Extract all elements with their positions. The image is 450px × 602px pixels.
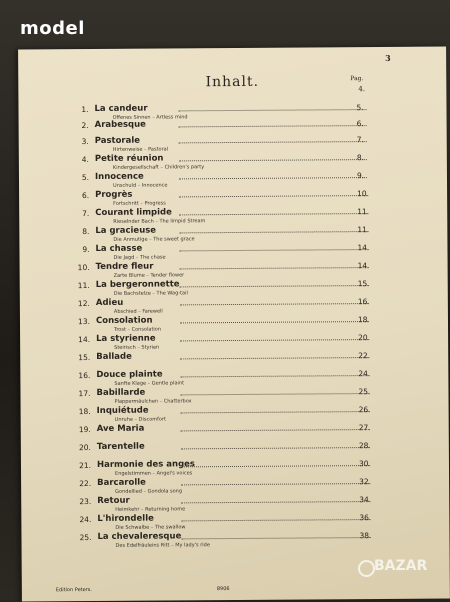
entry-title: Adieu	[95, 297, 124, 308]
entry-subtitle: Sanfte Klage – Gentle plaint	[114, 380, 185, 387]
entry-title: La chasse	[95, 243, 143, 254]
entry-title: La styrienne	[96, 333, 156, 344]
entry-title: Innocence	[94, 171, 144, 182]
entry-page: 14.	[357, 261, 370, 271]
entry-page: 25.	[358, 387, 371, 397]
dot-leader	[179, 177, 367, 179]
entry-subtitle: Die Jagd – The chase	[113, 254, 166, 261]
entry-title: La chevaleresque	[97, 531, 182, 542]
dot-leader	[179, 213, 367, 215]
entry-number: 2.	[81, 121, 89, 131]
entry-subtitle: Engelstimmen – Angel's voices	[115, 470, 193, 477]
entry-subtitle: Hirtenweise – Pastoral	[112, 146, 169, 153]
dot-leader	[181, 483, 369, 485]
entry-subtitle: Unschuld – Innocence	[113, 182, 168, 189]
entry-subtitle: Plappermäulchen – Chatterbox	[114, 398, 192, 405]
entry-number: 10.	[77, 263, 90, 273]
dot-leader	[181, 501, 369, 503]
brand-watermark: model	[20, 18, 85, 39]
entry-page: 28.	[358, 441, 371, 451]
dot-leader	[180, 339, 368, 341]
entry-subtitle: Gondellied – Gondola song	[115, 488, 183, 495]
entry-subtitle: Fortschritt – Progress	[113, 200, 166, 207]
dot-leader	[179, 109, 367, 111]
entry-page: 38.	[359, 531, 372, 541]
dot-leader	[181, 447, 369, 449]
entry-number: 21.	[79, 461, 92, 471]
entry-title: Babillarde	[96, 387, 146, 398]
contents-list	[18, 47, 450, 602]
entry-title: Tarentelle	[96, 441, 145, 452]
entry-number: 5.	[81, 173, 90, 183]
entry-subtitle: Unruhe – Discomfort	[114, 416, 167, 423]
entry-page: 15.	[357, 279, 370, 289]
entry-number: 18.	[78, 407, 91, 417]
entry-page: 34.	[359, 495, 372, 505]
entry-title: Tendre fleur	[95, 261, 154, 272]
dot-leader	[181, 537, 369, 539]
dot-leader	[180, 303, 368, 305]
entry-title: La candeur	[94, 103, 148, 114]
entry-page: 5.	[356, 103, 364, 113]
entry-title: Petite réunion	[94, 153, 164, 164]
entry-subtitle: Trost – Consolation	[114, 326, 162, 333]
entry-number: 17.	[78, 389, 91, 399]
entry-number: 6.	[81, 191, 90, 201]
entry-page: 18.	[357, 315, 370, 325]
dot-leader	[180, 321, 368, 323]
entry-subtitle: Heimkehr – Returning home	[115, 506, 186, 513]
entry-number: 15.	[78, 353, 91, 363]
entry-number: 12.	[77, 299, 90, 309]
entry-title: Pastorale	[94, 135, 141, 146]
pag-column-label: Pag.	[350, 75, 364, 83]
entry-subtitle: Offenes Sinnen – Artless mind	[112, 114, 188, 121]
entry-page: 9.	[356, 171, 365, 181]
entry-page: 16.	[357, 297, 370, 307]
dot-leader	[180, 393, 368, 395]
entry-number: 14.	[78, 335, 91, 345]
entry-subtitle: Die Anmutige – The sweet grace	[113, 236, 195, 243]
dot-leader	[179, 195, 367, 197]
entry-number: 23.	[79, 497, 92, 507]
entry-number: 3.	[81, 137, 89, 147]
entry-title: Douce plainte	[96, 369, 163, 380]
entry-subtitle: Die Bachstelze – The Wag-tail	[113, 290, 188, 297]
entry-number: 25.	[79, 533, 92, 543]
dot-leader	[180, 285, 368, 287]
sheet-music-contents-page	[18, 47, 450, 602]
entry-title: L'hirondelle	[97, 513, 154, 524]
entry-page: 7.	[356, 135, 364, 145]
entry-number: 11.	[77, 281, 90, 291]
entry-number: 9.	[82, 245, 90, 255]
entry-title: Barcarolle	[97, 477, 146, 488]
entry-page: 26.	[358, 405, 371, 415]
entry-number: 20.	[78, 443, 91, 453]
dot-leader	[179, 125, 367, 127]
entry-title: La gracieuse	[95, 225, 157, 236]
entry-page: 22.	[358, 351, 371, 361]
entry-subtitle: Steirisch – Styrien	[114, 344, 160, 351]
entry-number: 19.	[78, 425, 91, 435]
entry-page: 36.	[359, 513, 372, 523]
page-number: 3	[385, 52, 391, 63]
entry-number: 8.	[82, 227, 90, 237]
entry-page: 10.	[357, 189, 370, 199]
dot-leader	[180, 267, 368, 269]
entry-title: Retour	[97, 495, 130, 506]
corner-watermark	[374, 558, 427, 574]
plate-number: 8906	[216, 586, 230, 593]
entry-page: 32.	[359, 477, 372, 487]
entry-page: 8.	[356, 153, 365, 163]
dot-leader	[181, 519, 369, 521]
entry-subtitle: Rieselnder Bach – The limpid Stream	[113, 218, 206, 225]
entry-number: 13.	[78, 317, 91, 327]
watermark-circle-icon	[358, 560, 375, 577]
entry-number: 7.	[82, 209, 90, 219]
dot-leader	[179, 159, 367, 161]
entry-page: 20.	[358, 333, 371, 343]
corner-watermark-text: BAZAR	[374, 558, 428, 574]
entry-number: 1.	[81, 105, 89, 115]
dot-leader	[181, 429, 369, 431]
contents-entry	[21, 531, 449, 554]
entry-number: 22.	[79, 479, 92, 489]
dot-leader	[179, 249, 367, 251]
entry-page: 27.	[358, 423, 371, 433]
entry-title: Inquiétude	[96, 405, 149, 416]
dot-leader	[179, 231, 367, 233]
entry-subtitle: Des Edelfräuleins Ritt – My lady's ride	[115, 542, 210, 549]
dot-leader	[180, 375, 368, 377]
entry-subtitle: Abschied – Farewell	[113, 308, 163, 315]
intro-page-ref: 4.	[358, 85, 366, 94]
dot-leader	[181, 411, 369, 413]
entry-title: Ave Maria	[96, 423, 145, 434]
entry-page: 6.	[356, 119, 364, 129]
entry-title: Ballade	[96, 351, 132, 362]
publisher-label: Edition Peters.	[55, 586, 92, 594]
dot-leader	[179, 141, 367, 143]
entry-title: Consolation	[95, 315, 153, 326]
entry-number: 4.	[81, 155, 89, 165]
entry-page: 14.	[357, 243, 370, 253]
entry-title: La bergeronnette	[95, 279, 180, 290]
entry-page: 30.	[358, 459, 371, 469]
entry-title: Courant limpide	[95, 207, 172, 218]
entry-subtitle: Kindergesellschaft – Children's party	[112, 164, 205, 171]
dot-leader	[180, 357, 368, 359]
entry-page: 11.	[357, 225, 370, 235]
dot-leader	[181, 465, 369, 467]
entry-subtitle: Die Schwalbe – The swallow	[115, 524, 186, 531]
entry-page: 11.	[357, 207, 370, 217]
page-title: Inhalt.	[205, 73, 260, 91]
entry-number: 16.	[78, 371, 91, 381]
entry-subtitle: Zarte Blume – Tender flower	[113, 272, 185, 279]
entry-title: Harmonie des anges	[96, 459, 196, 470]
entry-number: 24.	[79, 515, 92, 525]
entry-title: Progrès	[95, 189, 133, 200]
entry-title: Arabesque	[94, 119, 146, 130]
entry-page: 24.	[358, 369, 371, 379]
